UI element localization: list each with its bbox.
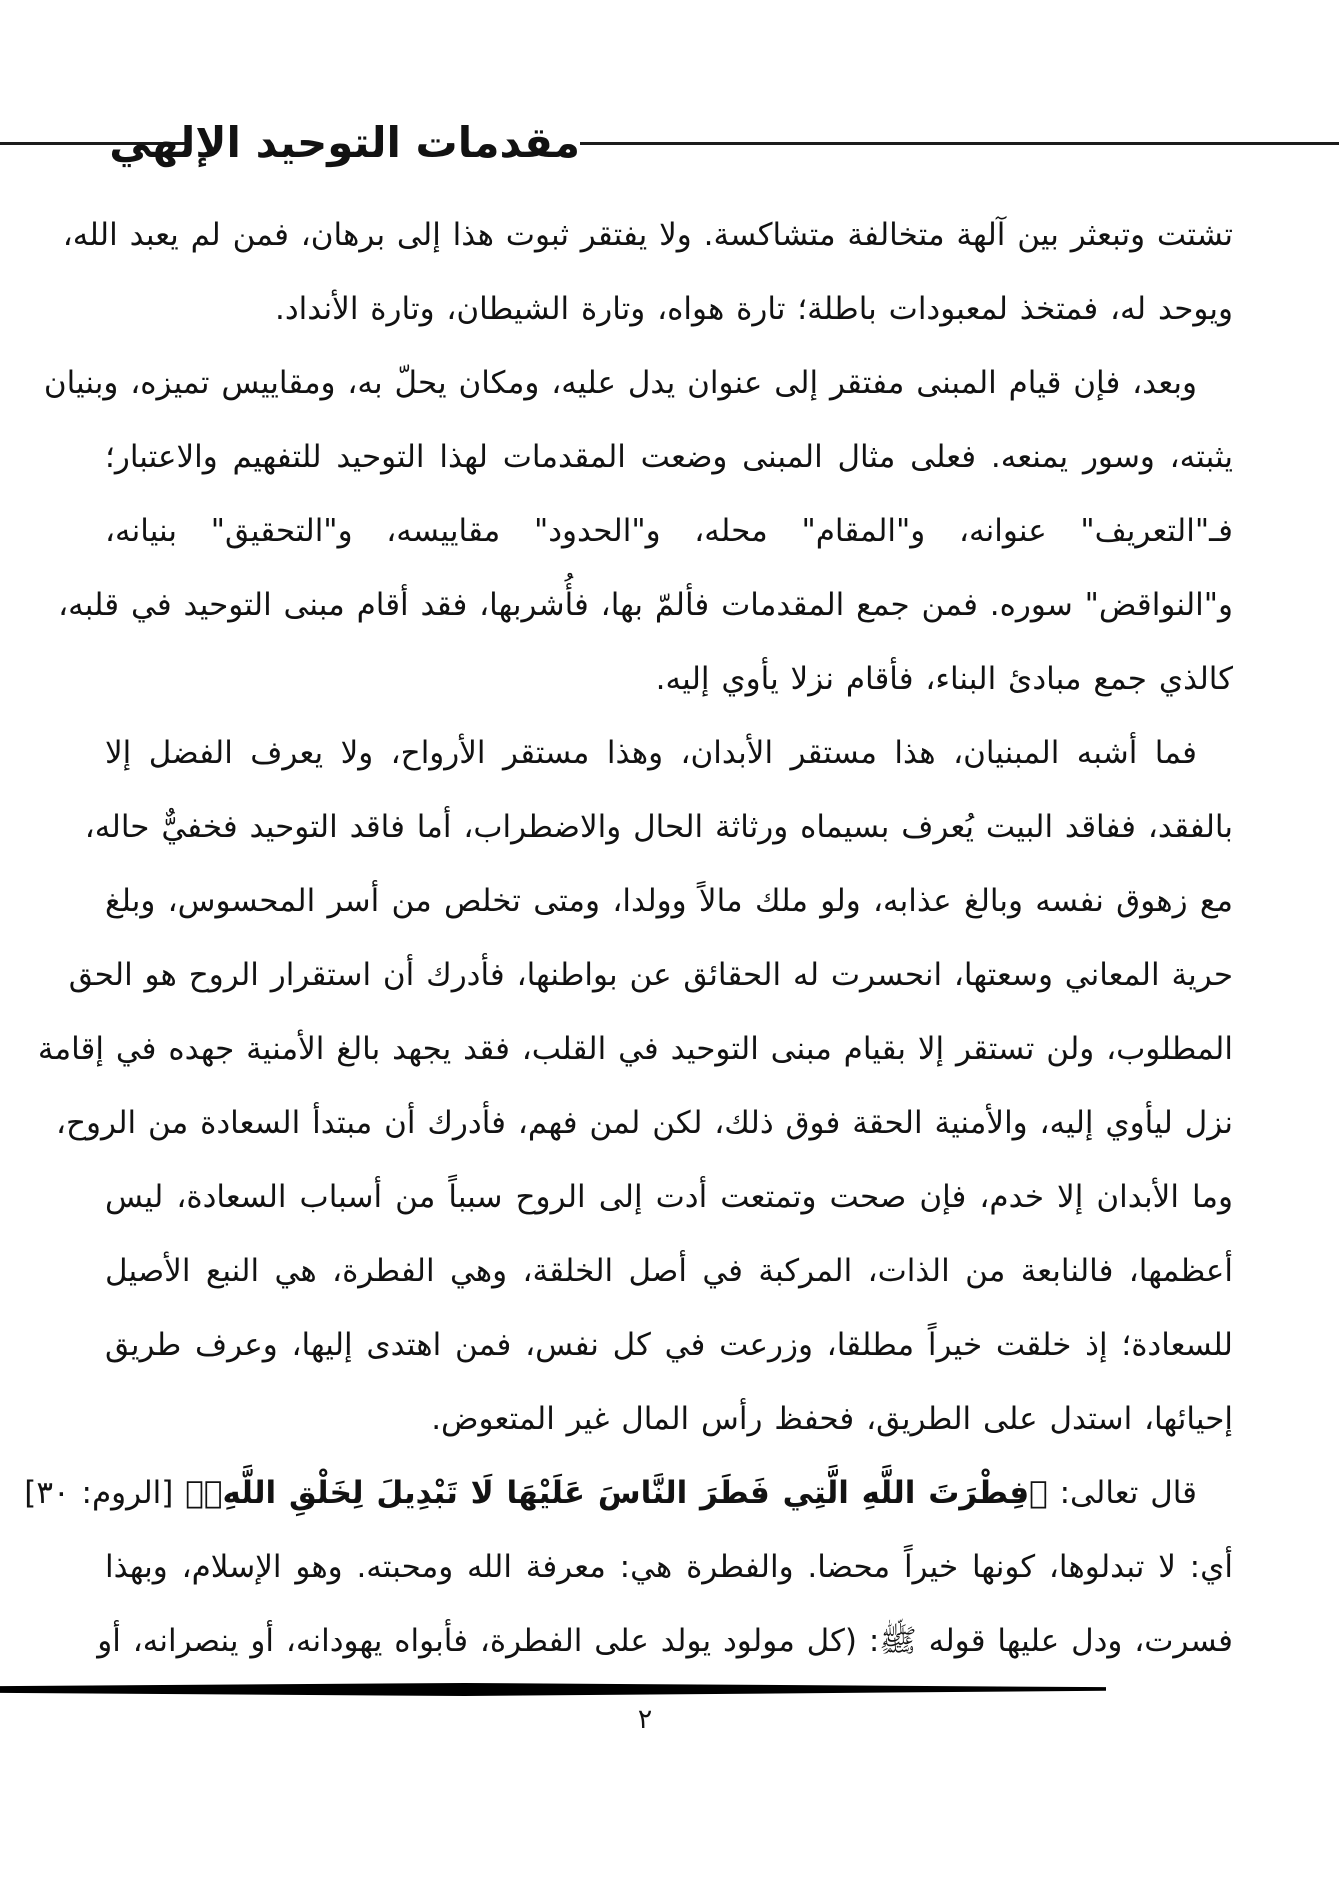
text-line: فـ"التعريف" عنوانه، و"المقام" محله، و"الحدود" مقاييسه، و"التحقيق" بنيانه،	[105, 513, 1233, 549]
text-segment: [الروم: ٣٠]	[24, 1475, 186, 1511]
text-line: فسرت، ودل عليها قوله ﷺ: (كل مولود يولد على الفطرة، فأبواه يهودانه، أو ينصرانه، أو	[97, 1623, 1233, 1659]
text-line: ويوحد له، فمتخذ لمعبودات باطلة؛ تارة هواه، وتارة الشيطان، وتارة الأنداد.	[274, 291, 1233, 327]
text-line: مع زهوق نفسه وبالغ عذابه، ولو ملك مالاً وولدا، ومتى تخلص من أسر المحسوس، وبلغ	[105, 883, 1233, 919]
text-line: نزل ليأوي إليه، والأمنية الحقة فوق ذلك، لكن لمن فهم، فأدرك أن مبتدأ السعادة من الروح،	[56, 1105, 1233, 1141]
text-line: أي: لا تبدلوها، كونها خيراً محضا. والفطرة هي: معرفة الله ومحبته. وهو الإسلام، وبهذا	[105, 1549, 1233, 1585]
text-line: إحيائها، استدل على الطريق، فحفظ رأس المال غير المتعوض.	[431, 1401, 1233, 1437]
text-line: وبعد، فإن قيام المبنى مفتقر إلى عنوان يدل عليه، ومكان يحلّ به، ومقاييس تميزه، وبنيان	[43, 365, 1197, 401]
text-line: حرية المعاني وسعتها، انحسرت له الحقائق عن بواطنها، فأدرك أن استقرار الروح هو الحق	[68, 957, 1233, 993]
text-line: أعظمها، فالنابعة من الذات، المركبة في أصل الخلقة، وهي الفطرة، هي النبع الأصيل	[105, 1253, 1233, 1289]
text-line: فما أشبه المبنيان، هذا مستقر الأبدان، وهذا مستقر الأرواح، ولا يعرف الفضل إلا	[105, 735, 1197, 771]
text-line: وما الأبدان إلا خدم، فإن صحت وتمتعت أدت إلى الروح سبباً من أسباب السعادة، ليس	[105, 1179, 1233, 1215]
text-line: بالفقد، ففاقد البيت يُعرف بسيماه ورثاثة الحال والاضطراب، أما فاقد التوحيد فخفيٌّ حاله،	[84, 809, 1233, 845]
text-line: للسعادة؛ إذ خلقت خيراً مطلقا، وزرعت في كل نفس، فمن اهتدى إليها، وعرف طريق	[105, 1327, 1233, 1363]
text-line: تشتت وتبعثر بين آلهة متخالفة متشاكسة. ولا يفتقر ثبوت هذا إلى برهان، فمن لم يعبد الله،	[62, 217, 1233, 253]
text-line: كالذي جمع مبادئ البناء، فأقام نزلا يأوي إليه.	[655, 661, 1233, 697]
page-header-title: مقدمات التوحيد الإلهي	[188, 98, 580, 188]
text-line: و"النواقض" سوره. فمن جمع المقدمات فألمّ بها، فأُشربها، فقد أقام مبنى التوحيد في قلبه،	[58, 587, 1233, 623]
text-line: يثبته، وسور يمنعه. فعلى مثال المبنى وضعت المقدمات لهذا التوحيد للتفهيم والاعتبار؛	[105, 439, 1233, 475]
footer-rule	[0, 1683, 1106, 1696]
body-text	[24, 198, 1233, 1678]
page-number: ٢	[637, 1704, 653, 1735]
quran-verse: ﴿فِطْرَتَ اللَّهِ الَّتِي فَطَرَ النَّاسَ عَلَيْهَا لَا تَبْدِيلَ لِخَلْقِ اللَّهِۚ﴾	[185, 1475, 1048, 1511]
text-line: المطلوب، ولن تستقر إلا بقيام مبنى التوحيد في القلب، فقد يجهد بالغ الأمنية جهده في إقامة	[37, 1031, 1233, 1067]
text-line	[24, 1456, 1233, 1530]
text-segment: قال تعالى:	[1047, 1475, 1197, 1511]
